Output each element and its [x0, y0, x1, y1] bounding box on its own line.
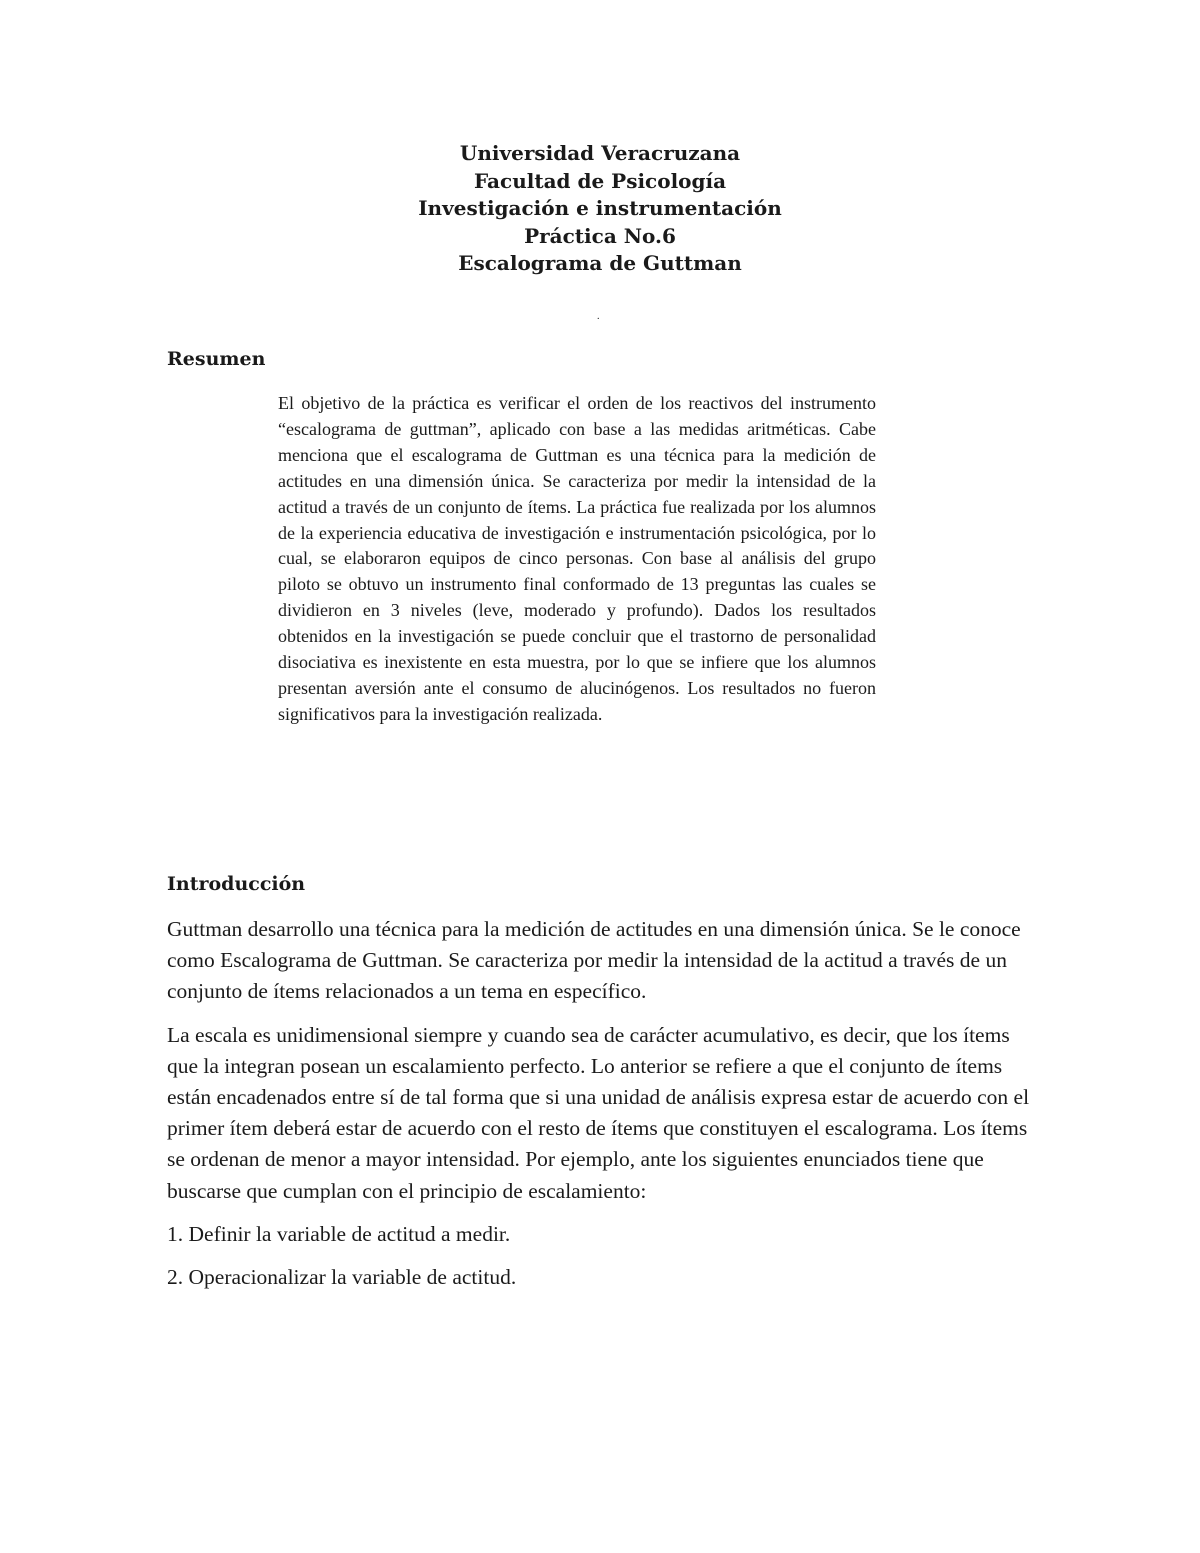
document-title-block	[0, 140, 1200, 278]
intro-paragraph: La escala es unidimensional siempre y cuando sea de carácter acumulativo, es decir, que los ítems que la integran posean un escalamiento perfecto. Lo anterior se refiere a que el conjunto de ítems están encadenados entre sí de tal forma que si una unidad de análisis expresa estar de acuerdo con el primer ítem deberá estar de acuerdo con el resto de ítems que constituyen el escalograma. Los ítems se ordenan de menor a mayor intensidad. Por ejemplo, ante los siguientes enunciados tiene que buscarse que cumplan con el principio de escalamiento:	[167, 1022, 1030, 1203]
list-item: 1. Definir la variable de actitud a medir.	[167, 1221, 511, 1246]
faculty-name: Facultad de Psicología	[473, 168, 727, 193]
university-name: Universidad Veracruzana	[459, 141, 741, 165]
list-item: 2. Operacionalizar la variable de actitud.	[167, 1265, 517, 1290]
practice-title: Escalograma de Guttman	[458, 251, 742, 275]
course-name: Investigación e instrumentación	[418, 196, 782, 220]
practice-number: Práctica No.6	[524, 223, 676, 248]
separator-dot: .	[597, 311, 600, 322]
resumen-heading: Resumen	[167, 348, 266, 370]
abstract-paragraph: El objetivo de la práctica es verificar el orden de los reactivos del instrumento “escalograma de guttman”, aplicado con base a las medidas aritméticas. Cabe menciona que el escalograma de Guttman es una técnica para la medición de actitudes en una dimensión única. Se caracteriza por medir la intensidad de la actitud a través de un conjunto de ítems. La práctica fue realizada por los alumnos de la experiencia educativa de investigación e instrumentación psicológica, por lo cual, se elaboraron equipos de cinco personas. Con base al análisis del grupo piloto se obtuvo un instrumento final conformado de 13 preguntas las cuales se dividieron en 3 niveles (leve, moderado y profundo). Dados los resultados obtenidos en la investigación se puede concluir que el trastorno de personalidad disociativa es inexistente en esta muestra, por lo que se infiere que los alumnos presentan aversión ante el consumo de alucinógenos. Los resultados no fueron significativos para la investigación realizada.	[278, 393, 876, 724]
introduccion-heading: Introducción	[167, 873, 306, 895]
intro-paragraph: Guttman desarrollo una técnica para la medición de actitudes en una dimensión única. Se le conoce como Escalograma de Guttman. Se caracteriza por medir la intensidad de la actitud a través de un conjunto de ítems relacionados a un tema en específico.	[167, 917, 1021, 1004]
introduccion-body	[167, 914, 1033, 1305]
